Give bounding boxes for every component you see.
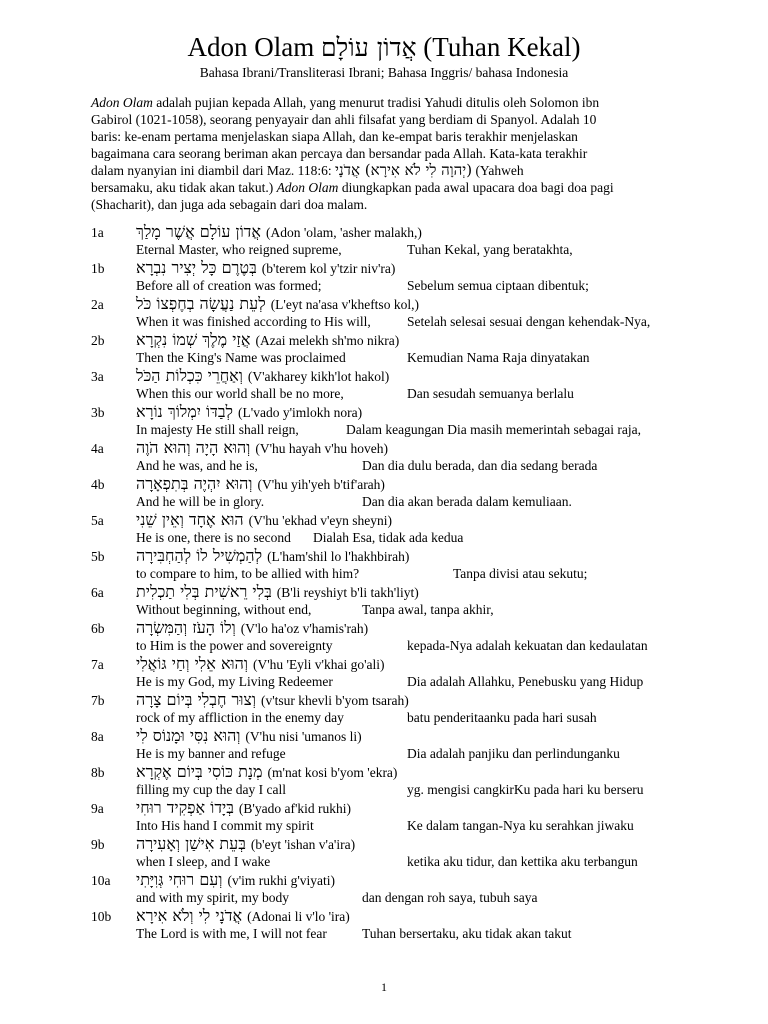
title-latin: Adon Olam <box>187 32 315 62</box>
intro-text: (Yahweh <box>475 163 524 178</box>
verse-transliteration: (V'lo ha'oz v'hamis'rah) <box>240 621 369 636</box>
verse-row <box>0 655 768 691</box>
verse-header <box>136 511 392 530</box>
verse-transliteration: (V'hu nisi 'umanos li) <box>245 729 362 744</box>
verse-hebrew: לְהַמְשִׁיל לוֹ לְהַחְבִּירָה <box>136 546 263 565</box>
verse-row <box>0 619 768 655</box>
verse-hebrew: וְהוּא יִהְיֶה בְּתִפְאָרָה <box>136 474 253 493</box>
verse-header <box>136 907 350 926</box>
verse-row <box>0 367 768 403</box>
verse-hebrew: לְבַדּוֹ יִמְלוֹךְ נוֹרָא <box>136 402 234 421</box>
verse-header <box>136 223 422 242</box>
verse-label: 2b <box>91 333 105 348</box>
verse-label: 8b <box>91 765 105 780</box>
verse-hebrew: וְהוּא נִסִּי וּמָנוֹס לִי <box>136 726 241 745</box>
verse-row <box>0 691 768 727</box>
verse-label: 6a <box>91 585 104 600</box>
verse-english: rock of my affliction in the enemy day <box>136 710 344 725</box>
verse-indonesian: Ke dalam tangan-Nya ku serahkan jiwaku <box>407 818 634 833</box>
verse-transliteration: (L'ham'shil lo l'hakhbirah) <box>267 549 410 564</box>
verse-label: 10a <box>91 873 111 888</box>
verse-transliteration: (m'nat kosi b'yom 'ekra) <box>267 765 398 780</box>
verse-transliteration: (L'eyt na'asa v'kheftso kol,) <box>270 297 419 312</box>
verse-header <box>136 835 355 854</box>
verse-english: to Him is the power and sovereignty <box>136 638 333 653</box>
intro-text: bersamaku, aku tidak akan takut.) <box>91 180 277 195</box>
verse-header <box>136 367 389 386</box>
verse-hebrew: וְהוּא אֵלִי וְחַי גּוֹאֲלִי <box>136 654 248 673</box>
verse-header <box>136 331 399 350</box>
verse-english: When it was finished according to His will, <box>136 314 371 329</box>
intro-italic-title: Adon Olam <box>276 180 339 195</box>
verse-english: He is one, there is no second <box>136 530 291 545</box>
verse-label: 9b <box>91 837 105 852</box>
intro-italic-title: Adon Olam <box>91 95 153 110</box>
verse-label: 5a <box>91 513 104 528</box>
verse-english: filling my cup the day I call <box>136 782 286 797</box>
intro-hebrew-quote: (יְהוָה לִי לֹא אִירָא) אֲדֹנָי <box>334 161 473 179</box>
verse-transliteration: (b'eyt 'ishan v'a'ira) <box>250 837 356 852</box>
verse-hebrew: אֲדוֹן עוֹלָם אֲשֶׁר מָלַךְ <box>136 222 261 241</box>
verse-label: 1a <box>91 225 104 240</box>
verse-hebrew: וְלוֹ הָעֹז וְהַמִּשְׂרָה <box>136 618 236 637</box>
verse-row <box>0 583 768 619</box>
verse-header <box>136 619 368 638</box>
page-number: 1 <box>381 980 387 994</box>
verse-header <box>136 691 409 710</box>
verse-english: to compare to him, to be allied with him? <box>136 566 360 581</box>
verse-indonesian: Tanpa awal, tanpa akhir, <box>362 602 494 617</box>
verse-label: 4b <box>91 477 105 492</box>
verse-indonesian: Setelah selesai sesuai dengan kehendak-Nya, <box>407 314 651 329</box>
verse-label: 1b <box>91 261 105 276</box>
verse-label: 7a <box>91 657 104 672</box>
verse-header <box>136 259 395 278</box>
verse-label: 10b <box>91 909 112 924</box>
verse-indonesian: Dan sesudah semuanya berlalu <box>407 386 574 401</box>
verse-row <box>0 403 768 439</box>
intro-paragraph <box>91 94 691 213</box>
verse-english: Before all of creation was formed; <box>136 278 322 293</box>
verse-transliteration: (b'terem kol y'tzir niv'ra) <box>261 261 396 276</box>
verse-hebrew: בְּטֶרֶם כָּל יְצִיר נִבְרָא <box>136 258 257 277</box>
verse-indonesian: Dia adalah panjiku dan perlindunganku <box>407 746 620 761</box>
verse-row <box>0 439 768 475</box>
verse-transliteration: (V'akharey kikh'lot hakol) <box>247 369 390 384</box>
verse-indonesian: dan dengan roh saya, tubuh saya <box>362 890 538 905</box>
verse-transliteration: (B'yado af'kid rukhi) <box>238 801 352 816</box>
title-hebrew: אֲדוֹן עוֹלָם <box>320 33 417 62</box>
intro-line: baris: ke-enam pertama menjelaskan siapa Allah, dan ke-empat baris terakhir menjelaskan <box>91 129 578 144</box>
verse-row <box>0 799 768 835</box>
verse-english: and with my spirit, my body <box>136 890 289 905</box>
verse-transliteration: (Azai melekh sh'mo nikra) <box>255 333 400 348</box>
verse-header <box>136 727 362 746</box>
verse-header <box>136 655 385 674</box>
verse-indonesian: batu penderitaanku pada hari susah <box>407 710 597 725</box>
verse-transliteration: (V'hu 'ekhad v'eyn sheyni) <box>248 513 393 528</box>
verse-transliteration: (v'tsur khevli b'yom tsarah) <box>260 693 409 708</box>
intro-line <box>91 94 691 111</box>
verse-header <box>136 403 362 422</box>
verse-indonesian: Dan dia dulu berada, dan dia sedang berada <box>362 458 598 473</box>
verse-row <box>0 907 768 943</box>
verse-label: 7b <box>91 693 105 708</box>
verse-indonesian: kepada-Nya adalah kekuatan dan kedaulatan <box>407 638 648 653</box>
verse-hebrew: אֲדֹנָי לִי וְלֹא אִירָא <box>136 906 243 925</box>
verse-header <box>136 547 409 566</box>
verse-header <box>136 475 385 494</box>
verse-hebrew: וְהוּא הָיָה וְהוּא הֹוֶה <box>136 438 251 457</box>
verse-label: 3a <box>91 369 104 384</box>
verse-hebrew: מְנָת כּוֹסִי בְּיוֹם אֶקְרָא <box>136 762 263 781</box>
verse-label: 3b <box>91 405 105 420</box>
verse-row <box>0 763 768 799</box>
verse-english: Eternal Master, who reigned supreme, <box>136 242 342 257</box>
verse-english: And he was, and he is, <box>136 458 258 473</box>
verse-english: Without beginning, without end, <box>136 602 312 617</box>
verse-english: And he will be in glory. <box>136 494 265 509</box>
verse-transliteration: (v'im rukhi g'viyati) <box>227 873 336 888</box>
verse-transliteration: (V'hu yih'yeh b'tif'arah) <box>257 477 385 492</box>
verse-hebrew: אֲזַי מֶלֶךְ שְׁמוֹ נִקְרָא <box>136 330 251 349</box>
intro-line: Gabirol (1021-1058), seorang penyayair dan ahli filsafat yang berdiam di Spanyol. Adalah 10 <box>91 112 597 127</box>
verse-row <box>0 835 768 871</box>
verse-indonesian: yg. mengisi cangkirKu pada hari ku berseru <box>407 782 644 797</box>
verse-header <box>136 871 335 890</box>
verse-header <box>136 439 388 458</box>
verse-english: Then the King's Name was proclaimed <box>136 350 346 365</box>
verse-header <box>136 295 419 314</box>
verse-english: when I sleep, and I wake <box>136 854 271 869</box>
document-title <box>0 30 768 65</box>
verse-hebrew: בְּעֵת אִישַׁן וְאָעִירָה <box>136 834 246 853</box>
intro-line: bagaimana cara seorang beriman akan percaya dan bersandar pada Allah. Kata-kata terakhir <box>91 146 588 161</box>
verse-indonesian: Dalam keagungan Dia masih memerintah sebagai raja, <box>346 422 642 437</box>
verse-english: Into His hand I commit my spirit <box>136 818 314 833</box>
verse-label: 8a <box>91 729 104 744</box>
verse-indonesian: Tuhan bersertaku, aku tidak akan takut <box>362 926 572 941</box>
verse-label: 2a <box>91 297 104 312</box>
verse-row <box>0 511 768 547</box>
verse-indonesian: Kemudian Nama Raja dinyatakan <box>407 350 590 365</box>
intro-text: adalah pujian kepada Allah, yang menurut tradisi Yahudi ditulis oleh Solomon ibn <box>152 95 600 110</box>
verse-indonesian: Dia adalah Allahku, Penebusku yang Hidup <box>407 674 644 689</box>
verse-english: When this our world shall be no more, <box>136 386 344 401</box>
verse-hebrew: וְאַחֲרֵי כִּכְלוֹת הַכֹּל <box>136 366 243 385</box>
verse-label: 5b <box>91 549 105 564</box>
verse-transliteration: (L'vado y'imlokh nora) <box>238 405 363 420</box>
verse-row <box>0 727 768 763</box>
verse-indonesian: Dan dia akan berada dalam kemuliaan. <box>362 494 572 509</box>
verse-english: He is my banner and refuge <box>136 746 286 761</box>
verse-header <box>136 583 419 602</box>
document-subtitle: Bahasa Ibrani/Transliterasi Ibrani; Bahasa Inggris/ bahasa Indonesia <box>199 65 569 80</box>
verse-indonesian: Sebelum semua ciptaan dibentuk; <box>407 278 589 293</box>
verse-transliteration: (Adon 'olam, 'asher malakh,) <box>265 225 422 240</box>
verse-header <box>136 799 351 818</box>
verse-list <box>0 223 768 943</box>
verse-row <box>0 331 768 367</box>
title-translation: (Tuhan Kekal) <box>423 32 581 62</box>
verse-label: 9a <box>91 801 104 816</box>
intro-line <box>91 179 691 196</box>
verse-row <box>0 547 768 583</box>
verse-english: He is my God, my Living Redeemer <box>136 674 333 689</box>
intro-line: (Shacharit), dan juga ada sebagain dari doa malam. <box>91 197 368 212</box>
verse-transliteration: (B'li reyshiyt b'li takh'liyt) <box>276 585 419 600</box>
verse-hebrew: בְּלִי רֵאשִׁית בְּלִי תַכְלִית <box>136 582 272 601</box>
intro-text: diungkapkan pada awal upacara doa bagi doa pagi <box>338 180 614 195</box>
verse-transliteration: (V'hu hayah v'hu hoveh) <box>255 441 389 456</box>
verse-hebrew: הוּא אֶחָד וְאֵין שֵׁנִי <box>136 510 244 529</box>
verse-english: In majesty He still shall reign, <box>136 422 299 437</box>
intro-text: dalam nyanyian ini diambil dari Maz. 118:6: <box>91 163 332 178</box>
verse-indonesian: Tanpa divisi atau sekutu; <box>453 566 588 581</box>
verse-label: 4a <box>91 441 104 456</box>
verse-row <box>0 223 768 259</box>
verse-label: 6b <box>91 621 105 636</box>
verse-row <box>0 871 768 907</box>
verse-hebrew: וְצוּר חֶבְלִי בְּיוֹם צָרָה <box>136 690 256 709</box>
verse-indonesian: ketika aku tidur, dan kettika aku terbangun <box>407 854 638 869</box>
verse-indonesian: Dialah Esa, tidak ada kedua <box>313 530 464 545</box>
intro-line <box>91 162 691 179</box>
verse-row <box>0 295 768 331</box>
verse-english: The Lord is with me, I will not fear <box>136 926 327 941</box>
verse-header <box>136 763 397 782</box>
verse-row <box>0 259 768 295</box>
verse-indonesian: Tuhan Kekal, yang beratakhta, <box>407 242 573 257</box>
verse-hebrew: בְּיָדוֹ אַפְקִיד רוּחִי <box>136 798 234 817</box>
verse-hebrew: לְעֵת נַעֲשָׂה בְחֶפְצוֹ כֹּל <box>136 294 266 313</box>
verse-hebrew: וְעִם רוּחִי גְּוִיָּתִי <box>136 870 223 889</box>
verse-row <box>0 475 768 511</box>
verse-transliteration: (V'hu 'Eyli v'khai go'ali) <box>252 657 385 672</box>
verse-transliteration: (Adonai li v'lo 'ira) <box>247 909 350 924</box>
